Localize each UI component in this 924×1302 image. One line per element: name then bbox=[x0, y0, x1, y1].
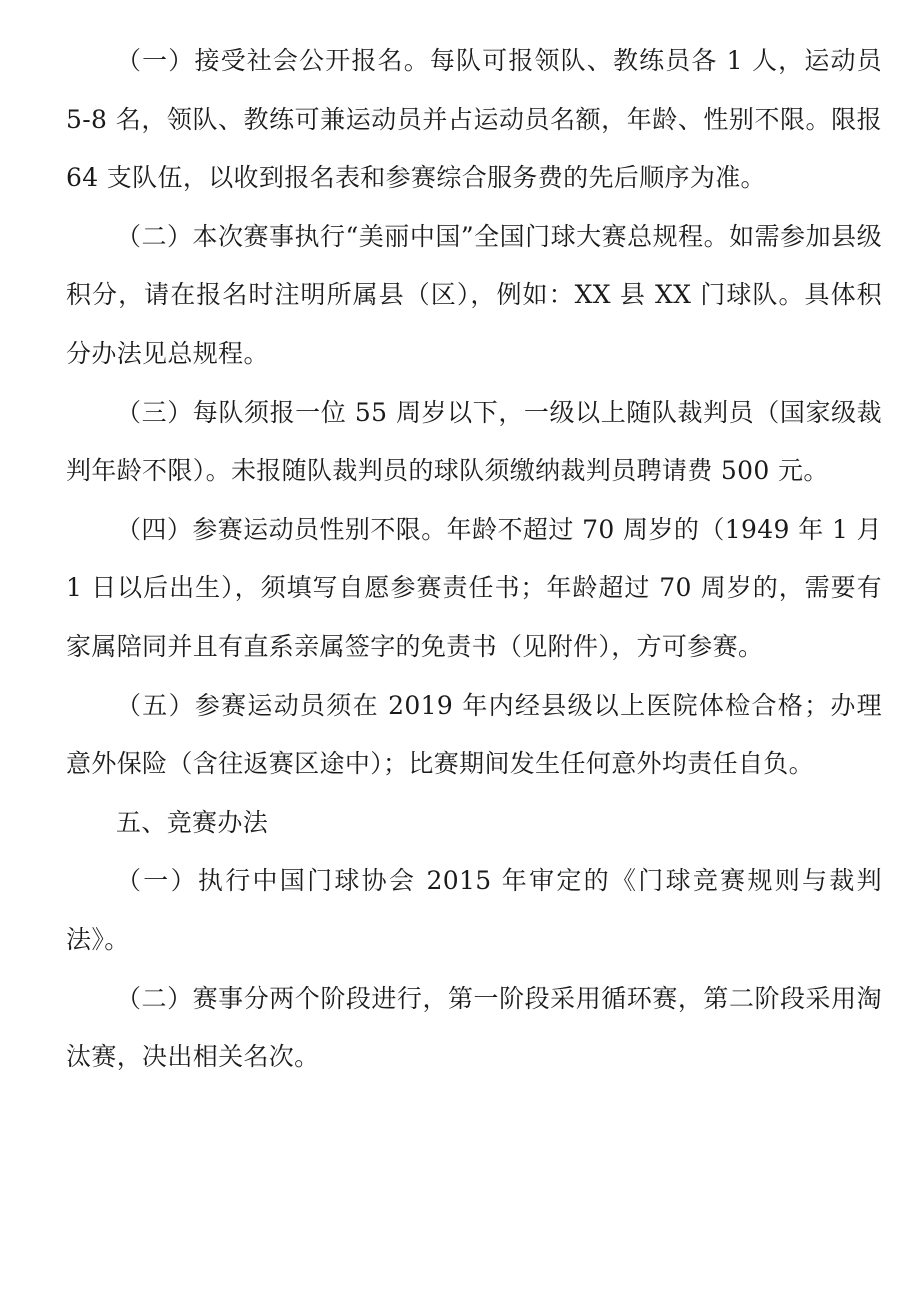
paragraph-referee: （三）每队须报一位 55 周岁以下，一级以上随队裁判员（国家级裁判年龄不限）。未报随队裁判员的球队须缴纳裁判员聘请费 500 元。 bbox=[66, 397, 882, 486]
paragraph-general-rules: （二）本次赛事执行“美丽中国”全国门球大赛总规程。如需参加县级积分，请在报名时注明所属县（区），例如：XX 县 XX 门球队。具体积分办法见总规程。 bbox=[66, 221, 882, 368]
document-page bbox=[66, 32, 882, 1087]
paragraph-registration: （一）接受社会公开报名。每队可报领队、教练员各 1 人，运动员 5-8 名，领队、教练可兼运动员并占运动员名额，年龄、性别不限。限报 64 支队伍，以收到报名表和参赛综合服务费的先后顺序为准。 bbox=[66, 46, 882, 193]
paragraph-competition-rules: （一）执行中国门球协会 2015 年审定的《门球竞赛规则与裁判法》。 bbox=[66, 866, 882, 954]
paragraph-age-requirement: （四）参赛运动员性别不限。年龄不超过 70 周岁的（1949 年 1 月 1 日以后出生），须填写自愿参赛责任书；年龄超过 70 周岁的，需要有家属陪同并且有直系亲属签字的免责书（见附件），方可参赛。 bbox=[66, 514, 882, 661]
paragraph-competition-stages: （二）赛事分两个阶段进行，第一阶段采用循环赛，第二阶段采用淘汰赛，决出相关名次。 bbox=[66, 983, 882, 1072]
paragraph-health-insurance: （五）参赛运动员须在 2019 年内经县级以上医院体检合格；办理意外保险（含往返赛区途中）；比赛期间发生任何意外均责任自负。 bbox=[66, 690, 882, 779]
section-heading-competition-method: 五、竞赛办法 bbox=[116, 807, 269, 837]
